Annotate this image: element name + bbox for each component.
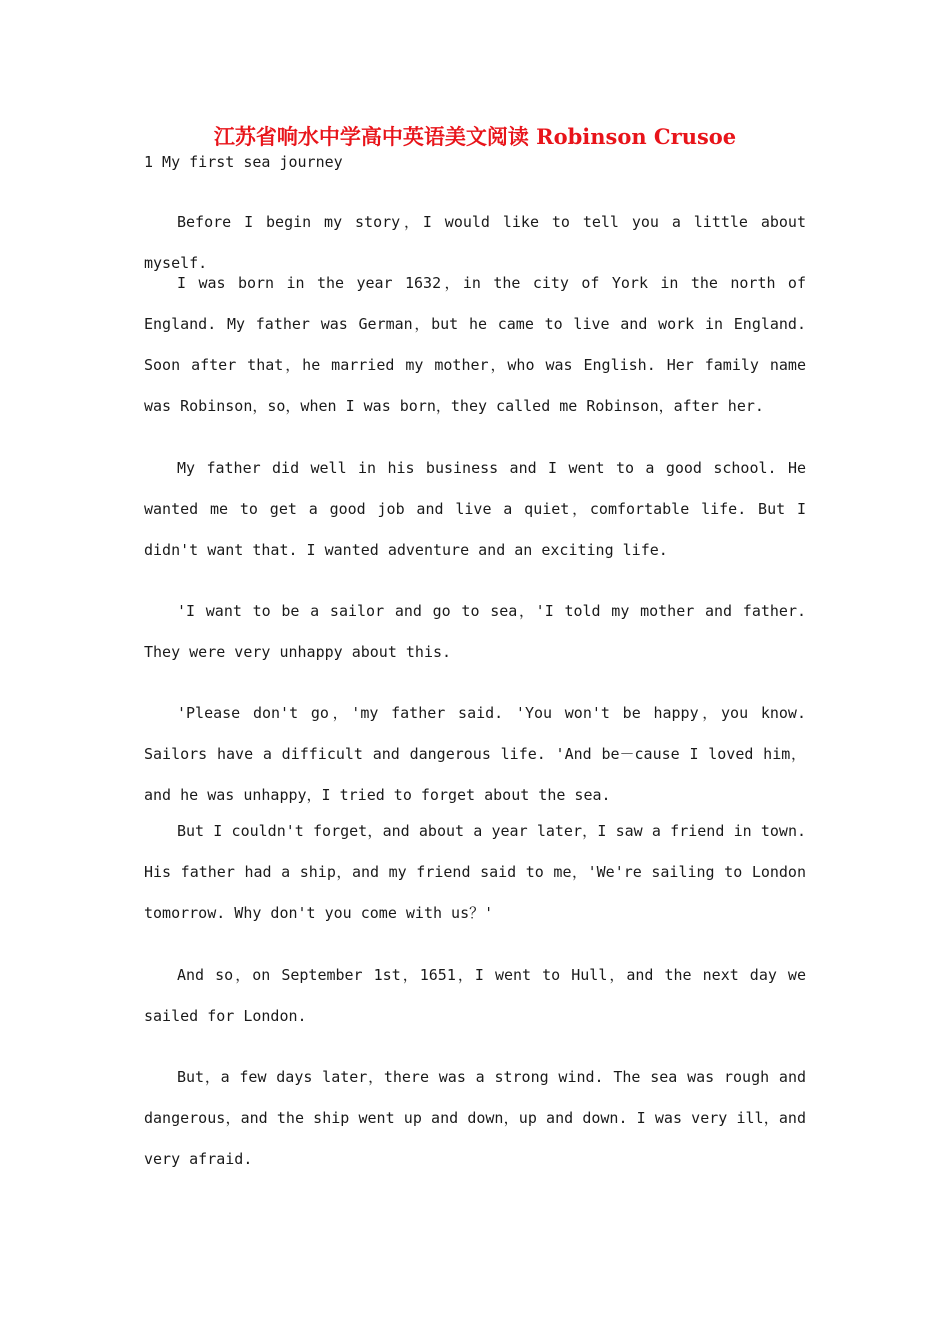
paragraph: But I couldn't forget，and about a year later，I saw a friend in town. His father had a ship，and my friend said to me，'We're sailing to London tomorrow. Why don't you come with us？' bbox=[144, 822, 806, 922]
paragraph: I was born in the year 1632，in the city of York in the north of England. My father was German，but he came to live and work in England. Soon after that，he married my mother，who was English. Her family name was Robinson，so，when I was born，they called me Robinson，after her. bbox=[144, 274, 806, 415]
document-title: 江苏省响水中学高中英语美文阅读 Robinson Crusoe bbox=[213, 124, 737, 149]
paragraph: And so，on September 1st，1651，I went to Hull，and the next day we sailed for London. bbox=[144, 966, 806, 1025]
paragraph: Before I begin my story，I would like to tell you a little about myself. bbox=[144, 213, 806, 272]
paragraph: 'I want to be a sailor and go to sea，'I told my mother and father. They were very unhappy about this. bbox=[144, 602, 806, 661]
paragraph: My father did well in his business and I went to a good school. He wanted me to get a good job and live a quiet，comfortable life. But I didn't want that. I wanted adventure and an exciting life. bbox=[144, 459, 806, 559]
paragraph: 'Please don't go，'my father said. 'You won't be happy，you know. Sailors have a difficult and dangerous life. 'And be－cause I loved him，and he was unhappy，I tried to forget about the sea. bbox=[144, 704, 806, 804]
paragraph: But，a few days later，there was a strong wind. The sea was rough and dangerous，and the ship went up and down，up and down. I was very ill，and very afraid. bbox=[144, 1068, 806, 1168]
chapter-heading: 1 My first sea journey bbox=[144, 153, 343, 171]
